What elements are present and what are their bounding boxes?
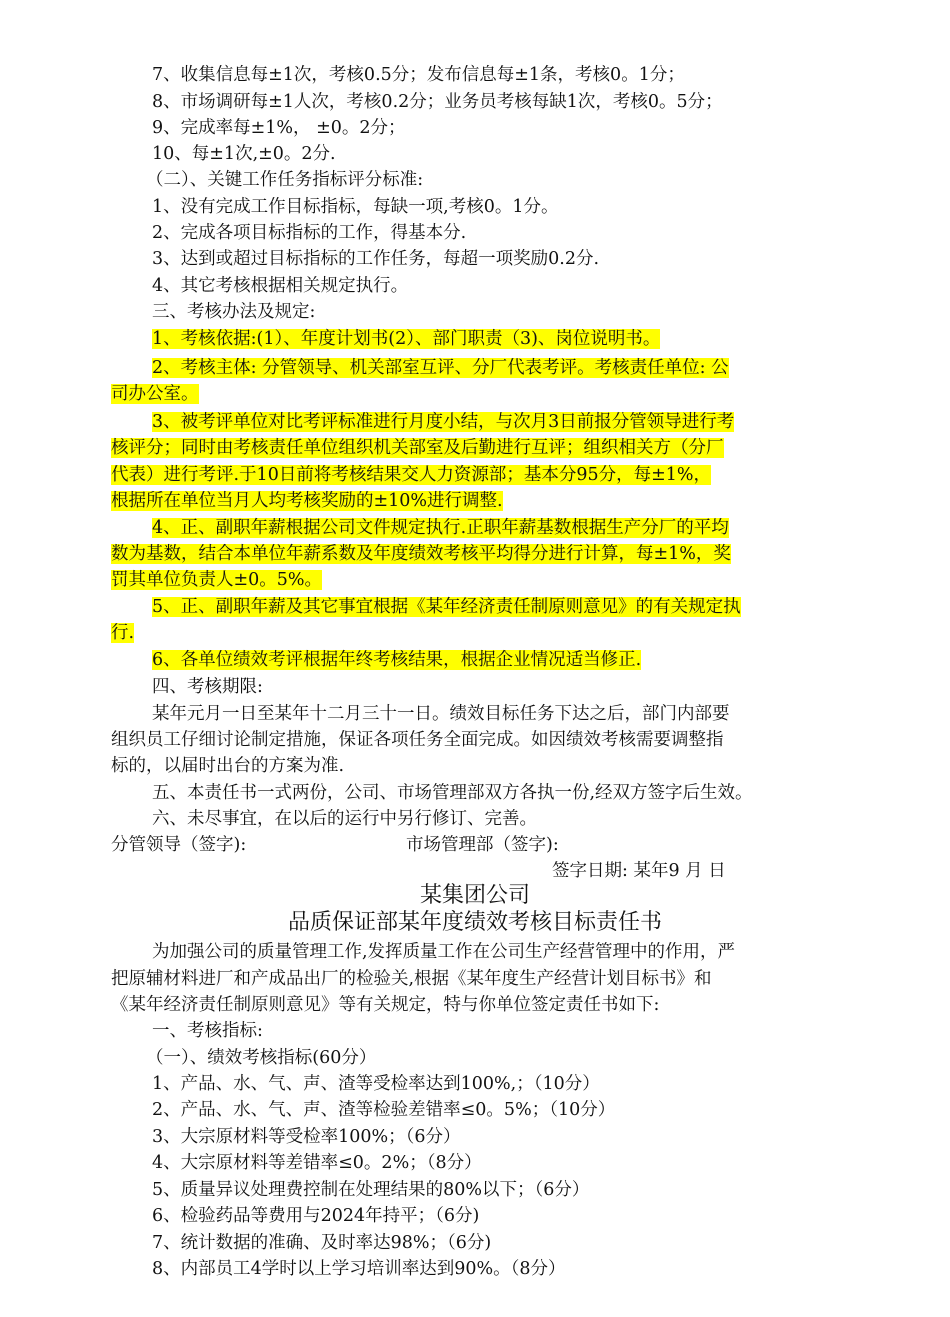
section-heading: （二）、关键工作任务指标评分标准: xyxy=(146,170,424,190)
text-line: 为加强公司的质量管理工作,发挥质量工作在公司生产经营管理中的作用，严 xyxy=(152,942,736,962)
list-item: 6、检验药品等费用与2024年持平；（6分) xyxy=(152,1206,480,1226)
signature-right: 市场管理部（签字): xyxy=(406,835,559,855)
text-line: 2、完成各项目标指标的工作，得基本分. xyxy=(152,223,467,243)
list-item: 3、大宗原材料等受检率100%；（6分） xyxy=(152,1127,461,1147)
highlighted-text: 4、正、副职年薪根据公司文件规定执行.正职年薪基数根据生产分厂的平均 xyxy=(152,518,729,538)
text-line: 《某年经济责任制原则意见》等有关规定，特与你单位签定责任书如下: xyxy=(111,995,660,1015)
list-item: 4、大宗原材料等差错率≤0。2%；（8分） xyxy=(152,1153,482,1173)
highlighted-text: 1、考核依据:(1）、年度计划书(2）、部门职责（3)、岗位说明书。 xyxy=(152,329,661,349)
text-line: 某年元月一日至某年十二月三十一日。绩效目标任务下达之后，部门内部要 xyxy=(152,704,730,724)
highlighted-text: 核评分；同时由考核责任单位组织机关部室及后勤进行互评；组织相关方（分厂 xyxy=(111,438,724,458)
signature-left: 分管领导（签字): xyxy=(111,835,247,855)
highlighted-text: 6、各单位绩效考评根据年终考核结果，根据企业情况适当修正. xyxy=(152,650,642,670)
text-line: 组织员工仔细讨论制定措施，保证各项任务全面完成。如因绩效考核需要调整指 xyxy=(111,730,724,750)
list-item: 8、内部员工4学时以上学习培训率达到90%。（8分） xyxy=(152,1259,566,1279)
section-heading: （一）、绩效考核指标(60分） xyxy=(146,1048,377,1068)
signature-date: 签字日期: 某年9 月 日 xyxy=(552,861,726,881)
section-heading: 五、本责任书一式两份，公司、市场管理部双方各执一份,经双方签字后生效。 xyxy=(152,783,753,803)
highlighted-text: 根据所在单位当月人均考核奖励的±10%进行调整. xyxy=(111,491,503,511)
text-line: 把原辅材料进厂和产成品出厂的检验关,根据《某年度生产经营计划目标书》和 xyxy=(111,969,712,989)
text-line: 7、收集信息每±1次，考核0.5分；发布信息每±1条，考核0。1分； xyxy=(152,65,685,85)
list-item: 1、产品、水、气、声、渣等受检率达到100%,；（10分） xyxy=(152,1074,600,1094)
highlighted-text: 数为基数，结合本单位年薪系数及年度绩效考核平均得分进行计算，每±1%，奖 xyxy=(111,544,731,564)
list-item: 7、统计数据的准确、及时率达98%；（6分) xyxy=(152,1233,492,1253)
list-item: 2、产品、水、气、声、渣等检验差错率≤0。5%；（10分） xyxy=(152,1100,616,1120)
text-line: 9、完成率每±1%， ±0。2分； xyxy=(152,118,406,138)
text-line: 3、达到或超过目标指标的工作任务，每超一项奖励0.2分. xyxy=(152,249,600,269)
section-heading: 四、考核期限: xyxy=(152,677,263,697)
highlighted-text: 罚其单位负责人±0。5%。 xyxy=(111,570,323,590)
section-heading: 三、考核办法及规定: xyxy=(152,302,316,322)
section-heading: 一、考核指标: xyxy=(152,1021,263,1041)
text-line: 1、没有完成工作目标指标，每缺一项,考核0。1分。 xyxy=(152,197,559,217)
highlighted-text: 2、考核主体: 分管领导、机关部室互评、分厂代表考评。考核责任单位: 公 xyxy=(152,358,729,378)
highlighted-text: 代表）进行考评.于10日前将考核结果交人力资源部；基本分95分，每±1%， xyxy=(111,465,712,485)
highlighted-text: 5、正、副职年薪及其它事宜根据《某年经济责任制原则意见》的有关规定执 xyxy=(152,597,741,617)
text-line: 4、其它考核根据相关规定执行。 xyxy=(152,276,409,296)
highlighted-text: 3、被考评单位对比考评标准进行月度小结，与次月3日前报分管领导进行考 xyxy=(152,412,735,432)
text-line: 8、市场调研每±1人次，考核0.2分；业务员考核每缺1次，考核0。5分； xyxy=(152,92,723,112)
text-line: 10、每±1次,±0。2分. xyxy=(152,144,336,164)
document-title: 某集团公司 xyxy=(419,883,530,908)
section-heading: 六、未尽事宜，在以后的运行中另行修订、完善。 xyxy=(152,809,537,829)
list-item: 5、质量异议处理费控制在处理结果的80%以下；（6分） xyxy=(152,1180,590,1200)
highlighted-text: 行. xyxy=(111,623,135,643)
highlighted-text: 司办公室。 xyxy=(111,384,199,404)
document-subtitle: 品质保证部某年度绩效考核目标责任书 xyxy=(287,910,662,935)
text-line: 标的，以届时出台的方案为准. xyxy=(111,756,345,776)
